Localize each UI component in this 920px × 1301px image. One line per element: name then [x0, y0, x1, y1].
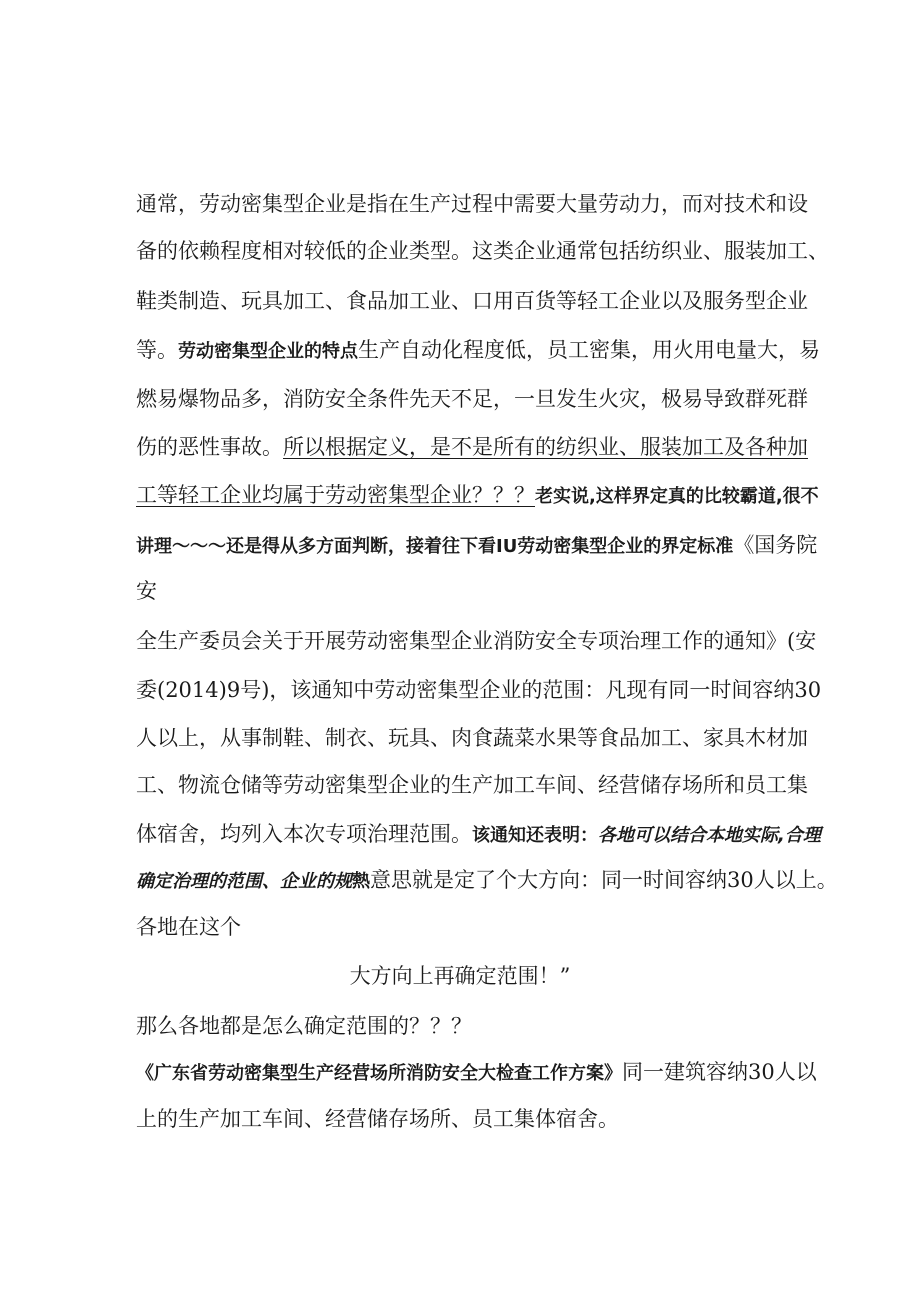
text-run: 那么各地都是怎么确定范围的？？？ [136, 1014, 472, 1038]
comment-run: 讲理〜〜〜还是得从多方面判断，接着往下看IU劳动密集型企业的界定标准 [136, 536, 734, 557]
text-run: 全生产委员会关于开展劳动密集型企业消防安全专项治理工作的通知》(安 [136, 629, 817, 653]
centered-line [0, 962, 920, 990]
text-run: 备的依赖程度相对较低的企业类型。这类企业通常包括纺织业、服装加工、 [136, 239, 829, 263]
text-run: 意思就是定了个大方向：同一时间容纳30人以上。 [370, 868, 838, 892]
text-run: 工、物流仓储等劳动密集型企业的生产加工车间、经营储存场所和员工集 [136, 773, 808, 797]
paragraph-line [136, 1012, 472, 1040]
paragraph-line [136, 287, 808, 315]
text-run: 委(2014)9号)，该通知中劳动密集型企业的范围：凡现有同一时间容纳30 [136, 678, 822, 702]
text-run: 通常，劳动密集型企业是指在生产过程中需要大量劳动力，而对技术和设 [136, 192, 808, 216]
note-label: 该通知还表明： [472, 825, 598, 846]
text-run: 各地在这个 [136, 915, 241, 939]
paragraph-line [136, 627, 816, 655]
text-run: 安 [136, 579, 157, 603]
text-run: 上的生产加工车间、经营储存场所、员工集体宿舍。 [136, 1107, 619, 1131]
paragraph-line [136, 724, 808, 752]
heading-run: 劳动密集型企业的特点 [178, 341, 358, 362]
underlined-question: 所以根据定义，是不是所有的纺织业、服装加工及各种加 [283, 435, 808, 459]
underlined-question: 工等轻工企业均属于劳动密集型企业？？？ [136, 483, 535, 507]
paragraph-line [136, 1105, 619, 1133]
text-run: 伤的恶性事故。 [136, 435, 283, 459]
paragraph-line [136, 771, 808, 799]
text-run: 同一建筑容纳30人以 [622, 1060, 817, 1084]
text-run: 大方向上再确定范围！” [349, 964, 571, 988]
italic-quote: 确定治理的范围、企业的规 [136, 871, 352, 892]
text-run: 《国务院 [733, 533, 818, 557]
paragraph-line [136, 531, 817, 559]
paragraph-line [136, 866, 838, 894]
document-title-run: 《广东省劳动密集型生产经营场所消防安全大检查工作方案》 [136, 1063, 622, 1084]
paragraph-line [136, 237, 829, 265]
text-run: 等。 [136, 338, 178, 362]
text-run: 燃易爆物品多，消防安全条件先天不足，一旦发生火灾，极易导致群死群 [136, 387, 808, 411]
text-run: 生产自动化程度低，员工密集，用火用电量大，易 [358, 338, 820, 362]
paragraph-line [136, 336, 820, 364]
comment-run: 老实说,这样界定真的比较霸道,很不 [535, 486, 819, 507]
paragraph-line [136, 481, 819, 509]
paragraph-line [136, 676, 821, 704]
italic-quote: 各地可以结合本地实际,合理 [598, 825, 821, 846]
text-run: 熱 [352, 871, 370, 892]
paragraph-line [136, 913, 241, 941]
text-run: 鞋类制造、玩具加工、食品加工业、口用百货等轻工企业以及服务型企业 [136, 289, 808, 313]
text-run: 人以上，从事制鞋、制衣、玩具、肉食蔬菜水果等食品加工、家具木材加 [136, 726, 808, 750]
paragraph-line [136, 385, 808, 413]
paragraph-line [136, 577, 157, 605]
paragraph-line [136, 1058, 817, 1086]
paragraph-line [136, 820, 821, 848]
text-run: 体宿舍，均列入本次专项治理范围。 [136, 822, 472, 846]
paragraph-line [136, 190, 808, 218]
paragraph-line [136, 433, 808, 461]
